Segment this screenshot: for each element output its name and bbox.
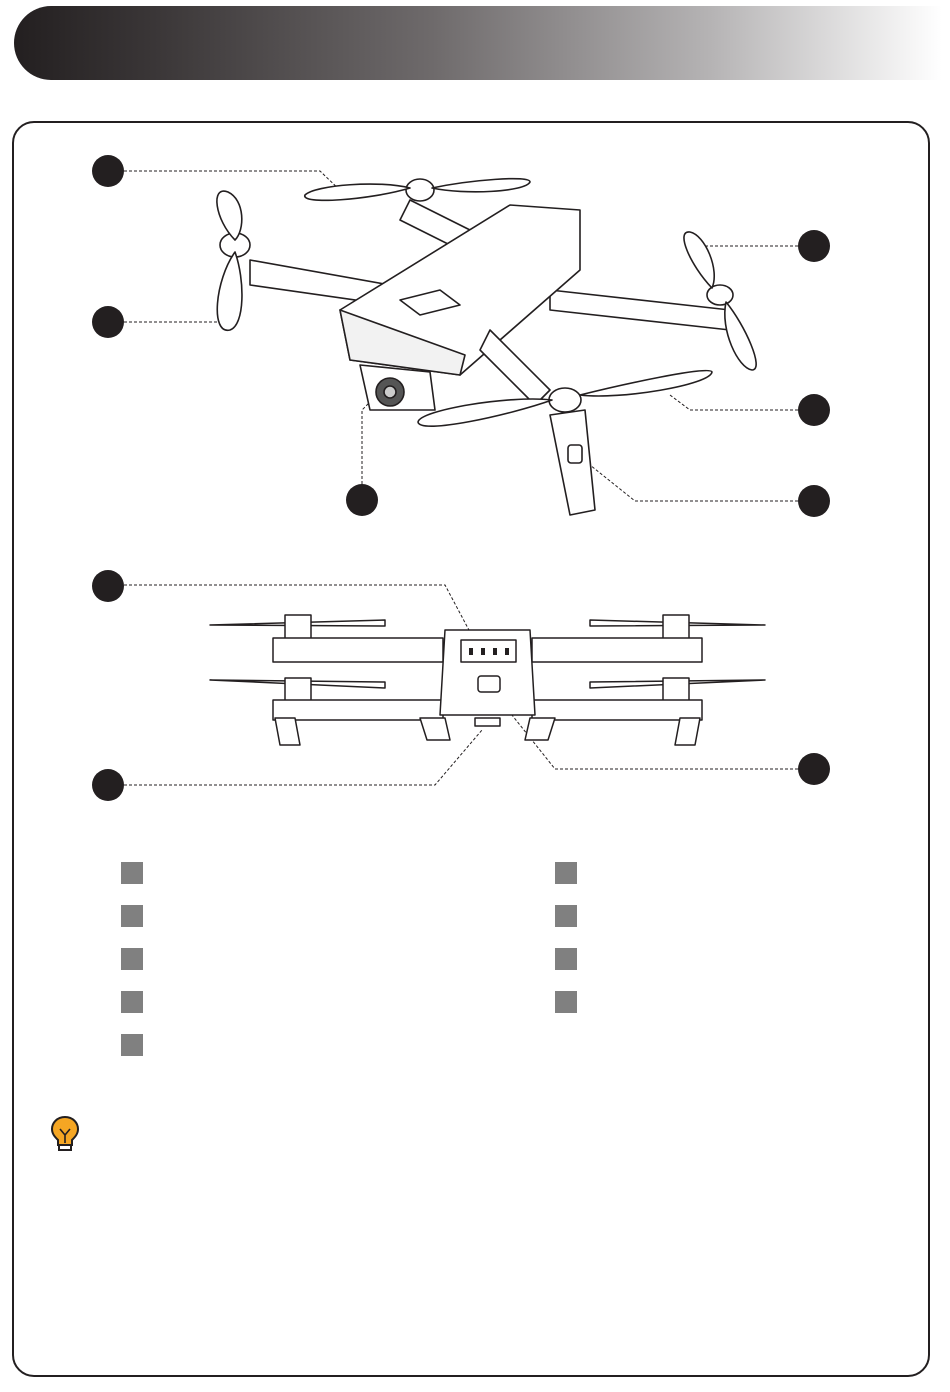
callout-marker-9	[798, 753, 830, 785]
legend-marker-right-3	[555, 948, 577, 970]
lightbulb-icon	[50, 1115, 80, 1153]
callout-marker-1	[92, 155, 124, 187]
legend-marker-left-1	[121, 862, 143, 884]
callout-marker-4	[798, 394, 830, 426]
callout-marker-2	[92, 306, 124, 338]
callout-marker-6	[798, 485, 830, 517]
legend-marker-right-1	[555, 862, 577, 884]
legend-marker-left-2	[121, 905, 143, 927]
drone-front-view-drawing	[205, 600, 770, 750]
callout-marker-3	[798, 230, 830, 262]
callout-marker-5	[346, 484, 378, 516]
legend-marker-left-3	[121, 948, 143, 970]
legend-marker-right-2	[555, 905, 577, 927]
drone-top-view-drawing	[190, 160, 790, 530]
callout-marker-8	[92, 769, 124, 801]
legend-marker-right-4	[555, 991, 577, 1013]
legend-marker-left-4	[121, 991, 143, 1013]
legend-marker-left-5	[121, 1034, 143, 1056]
callout-marker-7	[92, 570, 124, 602]
